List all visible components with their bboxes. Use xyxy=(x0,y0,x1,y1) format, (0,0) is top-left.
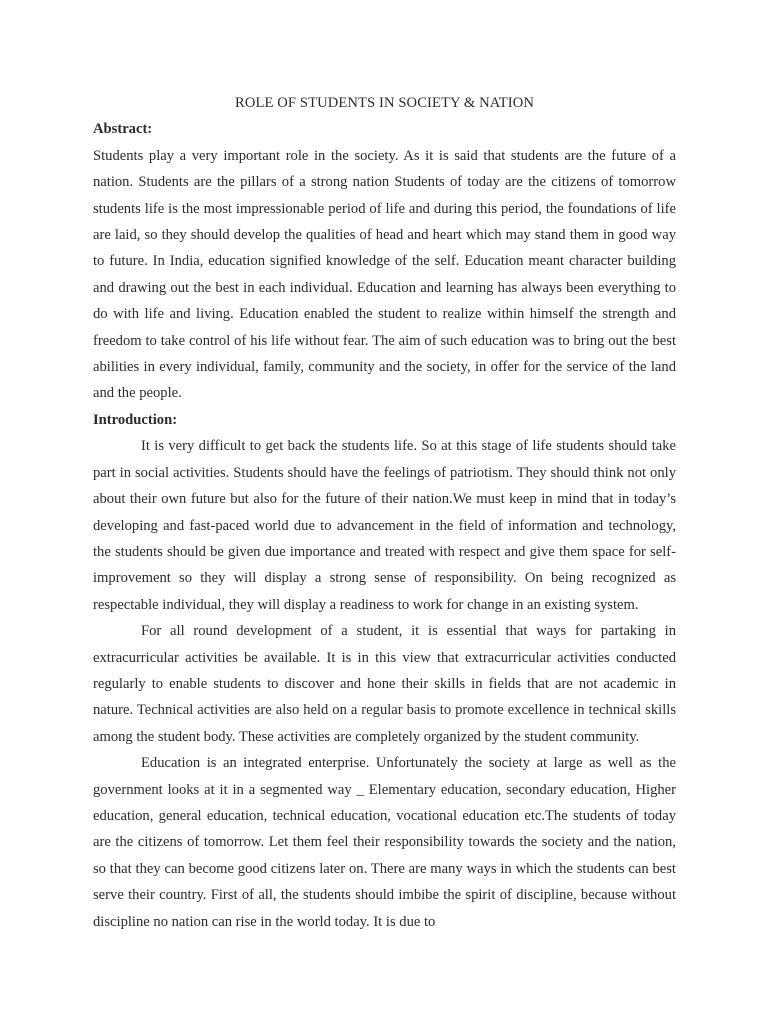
body-paragraph: For all round development of a student, it is essential that ways for partaking in extracurricular activities be available. It is in this view that extracurricular activities conducted regularly to enable students to discover and hone their skills in fields that are not academic in nature. Technical activities are also held on a regular basis to promote excellence in technical skills among the student body. These activities are completely organized by the student community. xyxy=(93,623,676,745)
abstract-heading: Abstract: xyxy=(93,121,153,138)
abstract-paragraph: Students play a very important role in the society. As it is said that students are the future of a nation. Students are the pillars of a strong nation Students of today are the citizens of tomorrow students life is the most impressionable period of life and during this period, the foundations of life are laid, so they should develop the qualities of head and heart which may stand them in good way to future. In India, education signified knowledge of the self. Education meant character building and drawing out the best in each individual. Education and learning has always been everything to do with life and living. Education enabled the student to realize within himself the strength and freedom to take control of his life without fear. The aim of such education was to bring out the best abilities in every individual, family, community and the society, in offer for the service of the land and the people. xyxy=(93,147,676,402)
body-paragraph: It is very difficult to get back the students life. So at this stage of life students should take part in social activities. Students should have the feelings of patriotism. They should think not only about their own future but also for the future of their nation.We must keep in mind that in today’s developing and fast-paced world due to advancement in the field of information and technology, the students should be given due importance and treated with respect and give them space for self-improvement so they will display a strong sense of responsibility. On being recognized as respectable individual, they will display a readiness to work for change in an existing system. xyxy=(93,438,676,613)
document-body xyxy=(93,90,676,935)
introduction-heading: Introduction: xyxy=(93,411,178,428)
body-paragraph: Education is an integrated enterprise. Unfortunately the society at large as well as the government looks at it in a segmented way _ Elementary education, secondary education, Higher education, general education, technical education, vocational education etc.The students of today are the citizens of tomorrow. Let them feel their responsibility towards the society and the nation, so that they can become good citizens later on. There are many ways in which the students can best serve their country. First of all, the students should imbibe the spirit of discipline, because without discipline no nation can rise in the world today. It is due to xyxy=(93,755,676,930)
document-title: ROLE OF STUDENTS IN SOCIETY & NATION xyxy=(235,95,534,111)
